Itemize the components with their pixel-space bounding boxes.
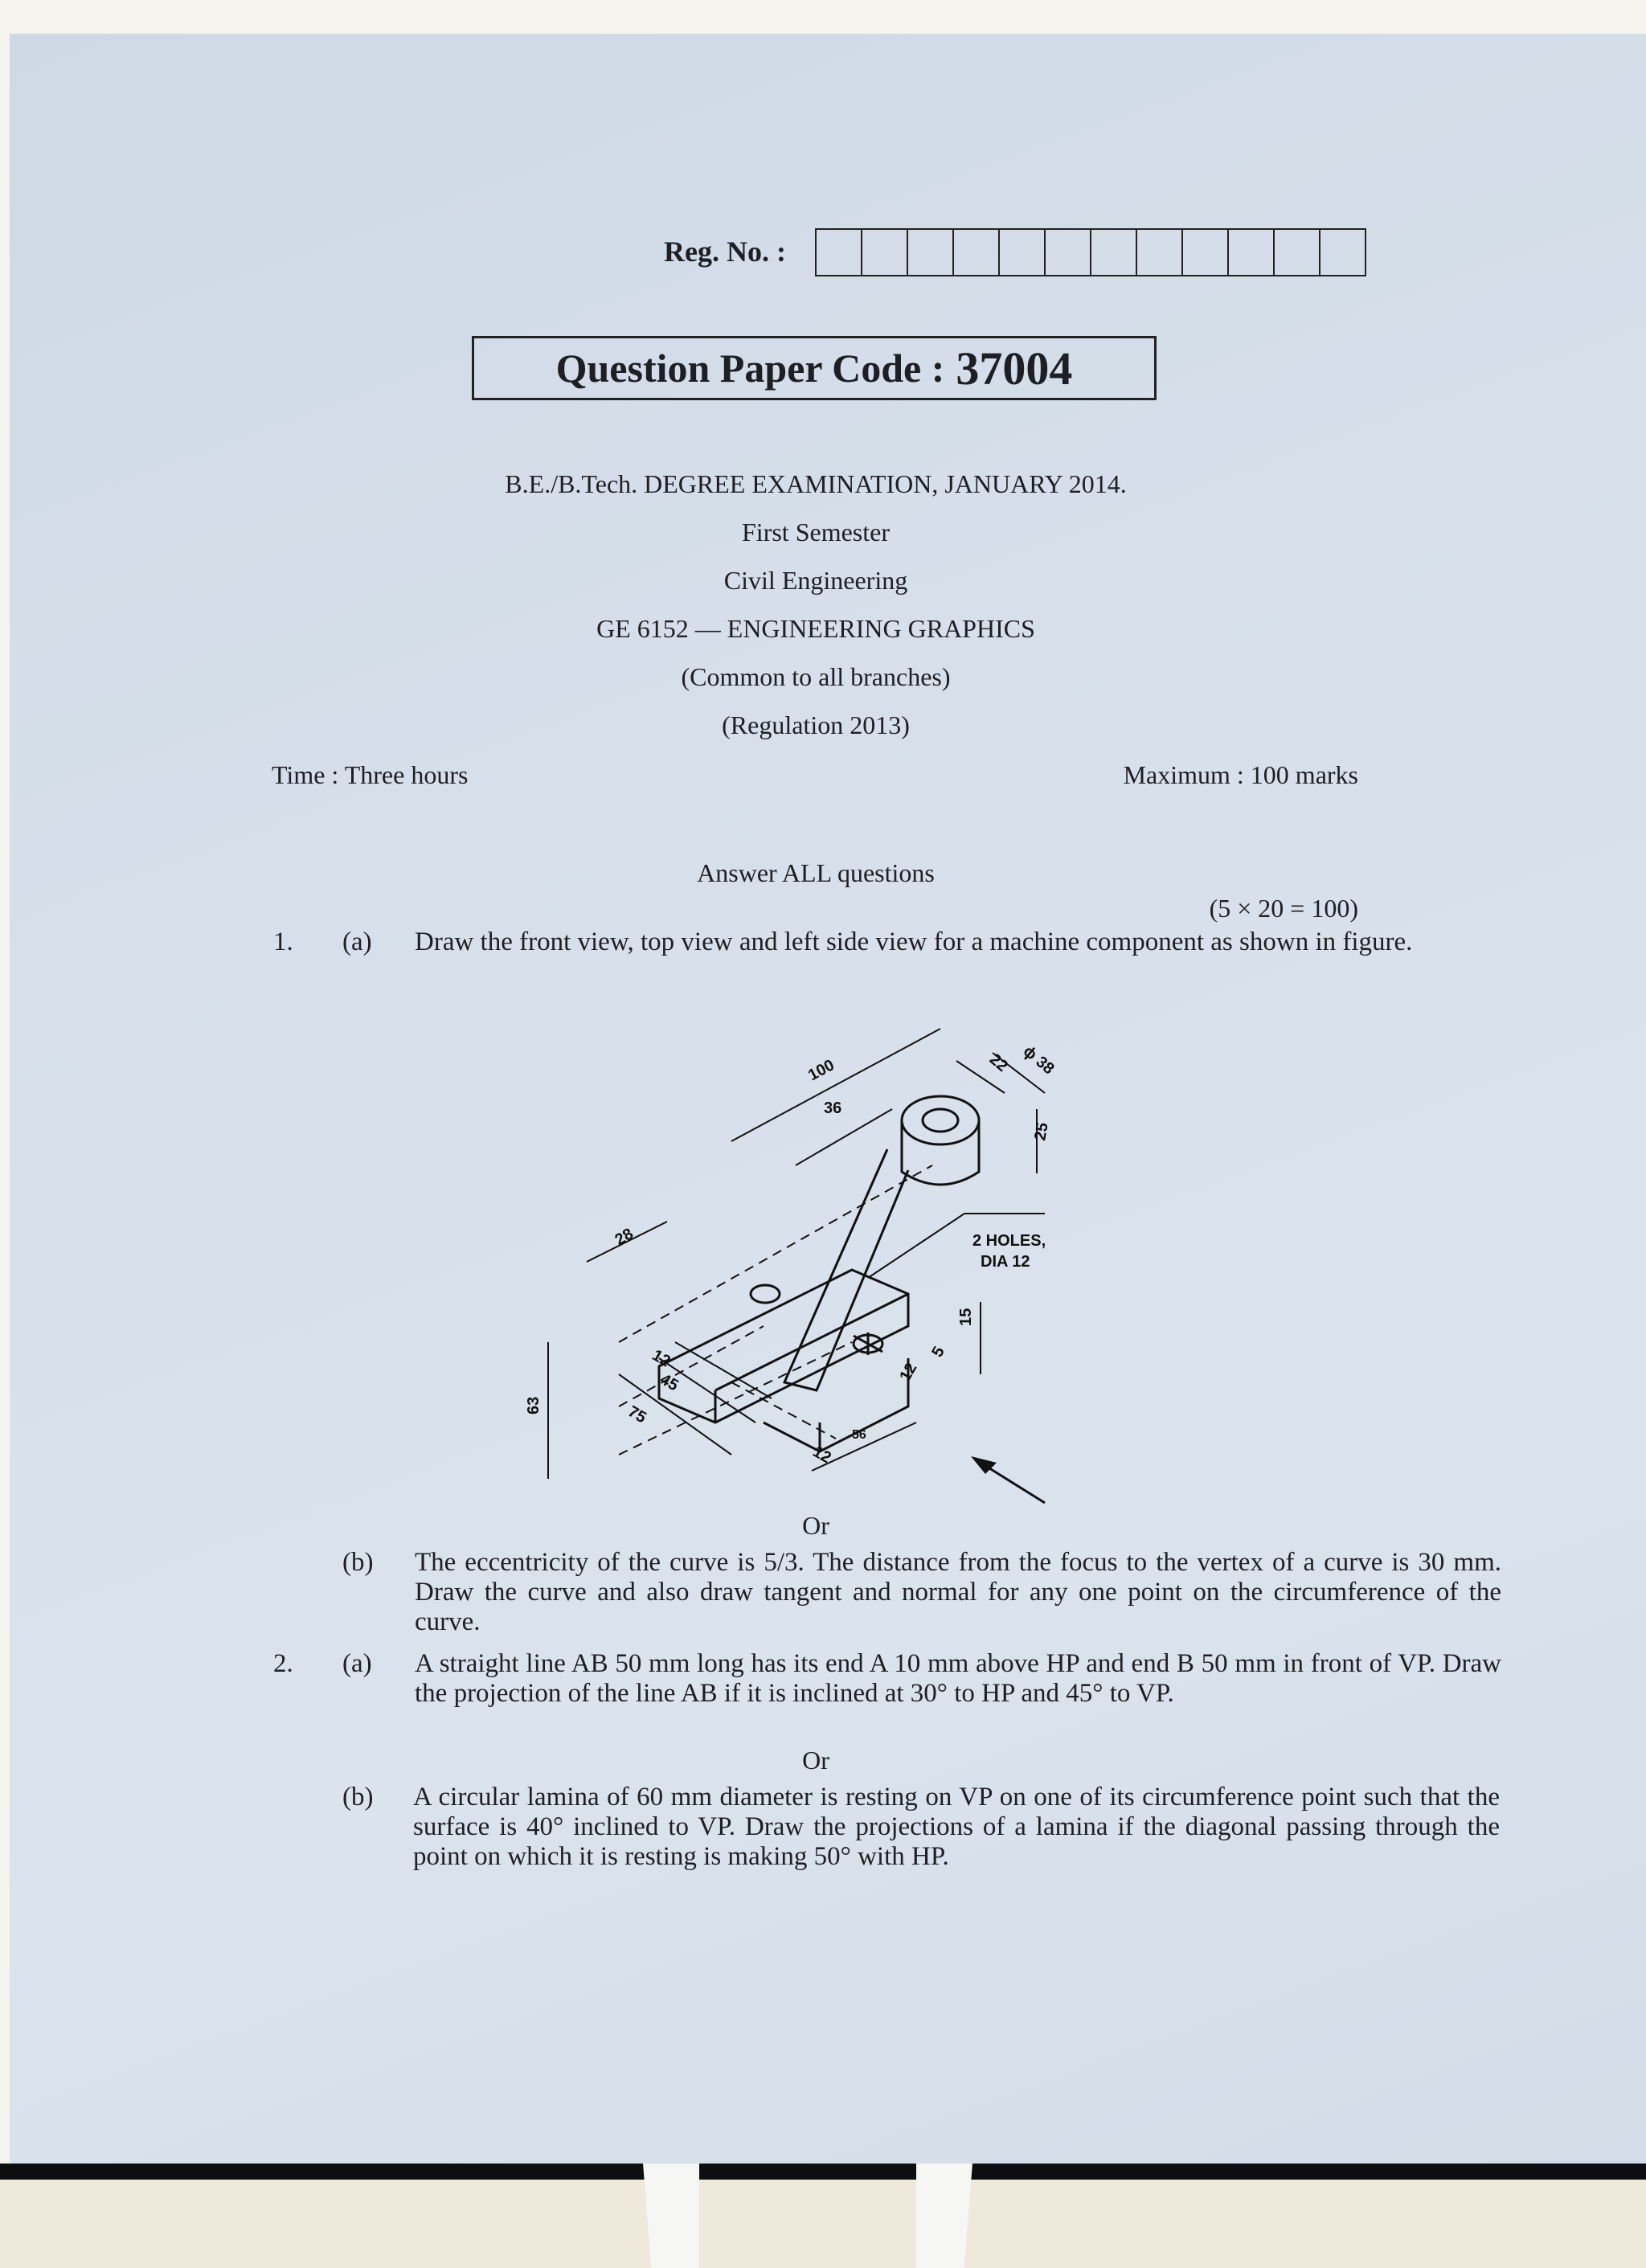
dim-36: 36	[824, 1099, 842, 1117]
reg-no-box	[1183, 230, 1229, 275]
dim-12-step: 12	[896, 1360, 921, 1385]
question-text: The eccentricity of the curve is 5/3. The distance from the focus to the vertex of a curve is 30 mm. Draw the curve and also draw tangent and normal for any one point on the circumference of the curve.	[415, 1548, 1501, 1636]
reg-no-box	[908, 230, 954, 275]
dim-22: 22	[985, 1050, 1011, 1076]
reg-no-boxes	[815, 228, 1366, 276]
dim-75: 75	[624, 1402, 649, 1427]
holes-note-line1: 2 HOLES,	[972, 1232, 1046, 1250]
reg-no-box	[1320, 230, 1365, 275]
question-part-label: (b)	[342, 1548, 374, 1577]
reg-no-box	[817, 230, 862, 275]
dim-15: 15	[957, 1308, 975, 1326]
dim-12-base: 12	[649, 1346, 674, 1371]
machine-component-figure	[525, 1005, 1061, 1495]
reg-no-box	[862, 230, 908, 275]
reg-no-label: Reg. No. :	[664, 235, 786, 268]
reg-no-box	[1046, 230, 1091, 275]
rib	[784, 1149, 908, 1390]
question-paper-code-box	[472, 336, 1157, 400]
hole-left	[751, 1285, 780, 1303]
center-line-top	[619, 1165, 932, 1342]
or-separator: Or	[802, 1746, 829, 1775]
question-number: 1.	[273, 927, 293, 956]
reg-no-box	[1091, 230, 1137, 275]
dim-12-slot: 12	[809, 1443, 834, 1468]
dim-5: 5	[928, 1343, 948, 1361]
paper-edge	[0, 2180, 1646, 2268]
base-step	[764, 1358, 908, 1451]
question-part-label: (a)	[342, 1649, 372, 1678]
question-part-label: (b)	[342, 1783, 374, 1812]
reg-no-box	[1137, 230, 1183, 275]
reg-no-box	[1000, 230, 1046, 275]
scanner-bottom-edge	[0, 2164, 1646, 2268]
semester: First Semester	[742, 518, 890, 547]
question-paper-code: 37004	[956, 342, 1073, 395]
isometric-drawing	[525, 1005, 1061, 1495]
dim-63: 63	[525, 1396, 543, 1414]
common-to-branches: (Common to all branches)	[681, 662, 951, 691]
regulation: (Regulation 2013)	[722, 710, 910, 739]
binder-clip-right	[916, 2164, 972, 2268]
subject: GE 6152 — ENGINEERING GRAPHICS	[596, 614, 1035, 643]
time-allowed: Time : Three hours	[272, 760, 469, 789]
dim-25: 25	[1031, 1121, 1052, 1142]
binder-clip-left	[643, 2164, 699, 2268]
cylinder-bore	[923, 1109, 958, 1132]
question-text: Draw the front view, top view and left side view for a machine component as shown in figure.	[415, 927, 1413, 956]
reg-no-box	[954, 230, 1000, 275]
center-line-mid	[619, 1326, 764, 1406]
question-text: A circular lamina of 60 mm diameter is resting on VP on one of its circumference point such that the surface is 40° inclined to VP. Draw the projections of a lamina if the diagonal passing through the point on which it is resting is making 50° with HP.	[413, 1783, 1500, 1871]
dim-56: 56	[852, 1428, 866, 1442]
dim-45: 45	[657, 1370, 682, 1395]
reg-no-box	[1275, 230, 1320, 275]
answer-all-instruction: Answer ALL questions	[697, 858, 935, 887]
question-part-label: (a)	[342, 927, 372, 956]
maximum-marks: Maximum : 100 marks	[1123, 760, 1358, 789]
question-number: 2.	[273, 1649, 293, 1678]
base-top-edge	[715, 1294, 908, 1390]
cylinder-top	[902, 1096, 979, 1144]
dim-28: 28	[612, 1225, 637, 1250]
holes-note-line2: DIA 12	[981, 1253, 1030, 1271]
dim-36-line	[796, 1109, 892, 1165]
dim-100: 100	[805, 1056, 837, 1085]
holes-leader	[868, 1214, 964, 1278]
question-text: A straight line AB 50 mm long has its end A 10 mm above HP and end B 50 mm in front of VP. Draw the projection of the line AB if it is inclined at 30° to HP and 45° to VP.	[415, 1649, 1501, 1708]
dim-38: ϕ 38	[1019, 1042, 1058, 1079]
question-paper-code-label: Question Paper Code :	[555, 346, 945, 391]
dim-100-line	[731, 1029, 940, 1141]
reg-no-box	[1229, 230, 1275, 275]
department: Civil Engineering	[723, 566, 908, 595]
degree-line: B.E./B.Tech. DEGREE EXAMINATION, JANUARY 2014.	[505, 469, 1127, 498]
or-separator: Or	[802, 1511, 829, 1540]
marks-scheme: (5 × 20 = 100)	[1209, 894, 1358, 923]
cylinder-body	[902, 1120, 979, 1185]
